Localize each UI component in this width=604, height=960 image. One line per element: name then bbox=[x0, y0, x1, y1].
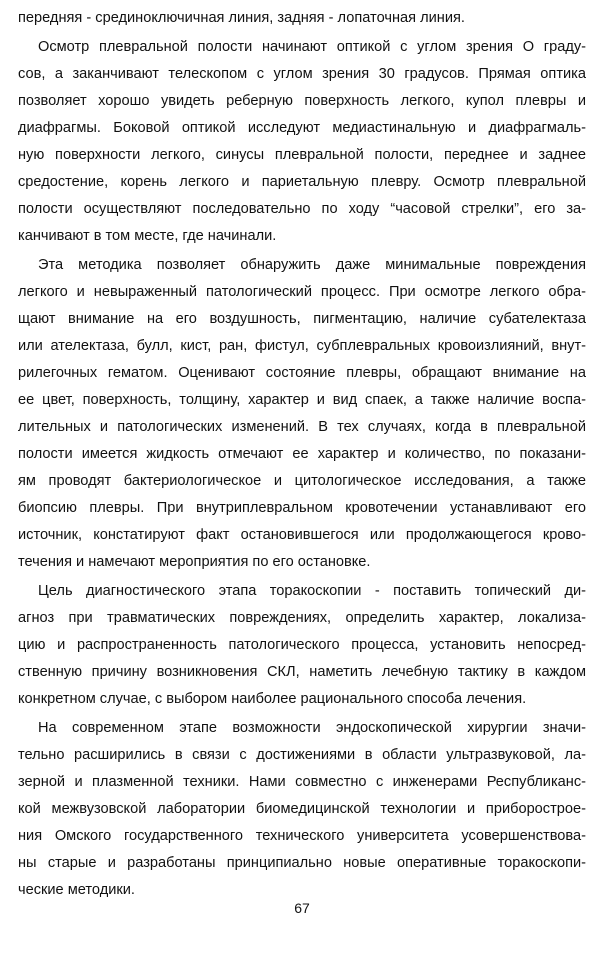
page-number: 67 bbox=[294, 900, 310, 916]
text-line: тельно расширились в связи с достижениями в области ультразвуковой, ла- bbox=[18, 747, 586, 763]
paragraph bbox=[18, 252, 586, 576]
text-line: Эта методика позволяет обнаружить даже минимальные повреждения bbox=[38, 257, 586, 273]
text-line: ную поверхности легкого, синусы плевральной полости, переднее и заднее bbox=[18, 147, 586, 163]
text-line: легкого и невыраженный патологический процесс. При осмотре легкого обра- bbox=[18, 284, 586, 300]
text-line: передняя - срединоключичная линия, задняя - лопаточная линия. bbox=[18, 10, 465, 26]
text-line: полости осуществляют последовательно по ходу “часовой стрелки”, его за- bbox=[18, 201, 586, 217]
text-line: агноз при травматических повреждениях, определить характер, локализа- bbox=[18, 610, 586, 626]
text-line: кой межвузовской лаборатории биомедицинской технологии и приборострое- bbox=[18, 801, 586, 817]
paragraph bbox=[18, 5, 586, 32]
paragraph bbox=[18, 34, 586, 250]
text-line: Цель диагностического этапа торакоскопии - поставить топический ди- bbox=[38, 583, 586, 599]
text-line: ния Омского государственного технического университета усовершенствова- bbox=[18, 828, 586, 844]
text-line: лительных и патологических изменений. В тех случаях, когда в плевральной bbox=[18, 419, 586, 435]
text-line: течения и намечают мероприятия по его остановке. bbox=[18, 554, 371, 570]
text-line: щают внимание на его воздушность, пигментацию, наличие субателектаза bbox=[18, 311, 586, 327]
text-line: сов, а заканчивают телескопом с углом зрения 30 градусов. Прямая оптика bbox=[18, 66, 586, 82]
document-page bbox=[18, 5, 586, 904]
text-line: зерной и плазменной техники. Нами совместно с инженерами Республиканс- bbox=[18, 774, 586, 790]
text-line: или ателектаза, булл, кист, ран, фистул, субплевральных кровоизлияний, внут- bbox=[18, 338, 586, 354]
text-line: ческие методики. bbox=[18, 882, 135, 898]
text-line: Осмотр плевральной полости начинают оптикой с углом зрения О граду- bbox=[38, 39, 586, 55]
text-line: ям проводят бактериологическое и цитологическое исследования, а также bbox=[18, 473, 586, 489]
text-line: канчивают в том месте, где начинали. bbox=[18, 228, 277, 244]
text-line: цию и распространенность патологического процесса, установить непосред- bbox=[18, 637, 586, 653]
text-line: ственную причину возникновения СКЛ, наметить лечебную тактику в каждом bbox=[18, 664, 586, 680]
text-line: диафрагмы. Боковой оптикой исследуют медиастинальную и диафрагмаль- bbox=[18, 120, 586, 136]
text-line: источник, констатируют факт остановившегося или продолжающегося крово- bbox=[18, 527, 586, 543]
text-line: ны старые и разработаны принципиально новые оперативные торакоскопи- bbox=[18, 855, 586, 871]
text-line: средостение, корень легкого и париетальную плевру. Осмотр плевральной bbox=[18, 174, 586, 190]
text-line: позволяет хорошо увидеть реберную поверхность легкого, купол плевры и bbox=[18, 93, 586, 109]
text-line: полости имеется жидкость отмечают ее характер и количество, по показани- bbox=[18, 446, 586, 462]
text-line: рилегочных гематом. Оценивают состояние плевры, обращают внимание на bbox=[18, 365, 586, 381]
paragraph bbox=[18, 578, 586, 713]
text-line: биопсию плевры. При внутриплевральном кровотечении устанавливают его bbox=[18, 500, 586, 516]
text-line: На современном этапе возможности эндоскопической хирургии значи- bbox=[38, 720, 586, 736]
text-line: ее цвет, поверхность, толщину, характер и вид спаек, а также наличие воспа- bbox=[18, 392, 586, 408]
text-line: конкретном случае, с выбором наиболее рационального способа лечения. bbox=[18, 691, 527, 707]
paragraph bbox=[18, 715, 586, 904]
